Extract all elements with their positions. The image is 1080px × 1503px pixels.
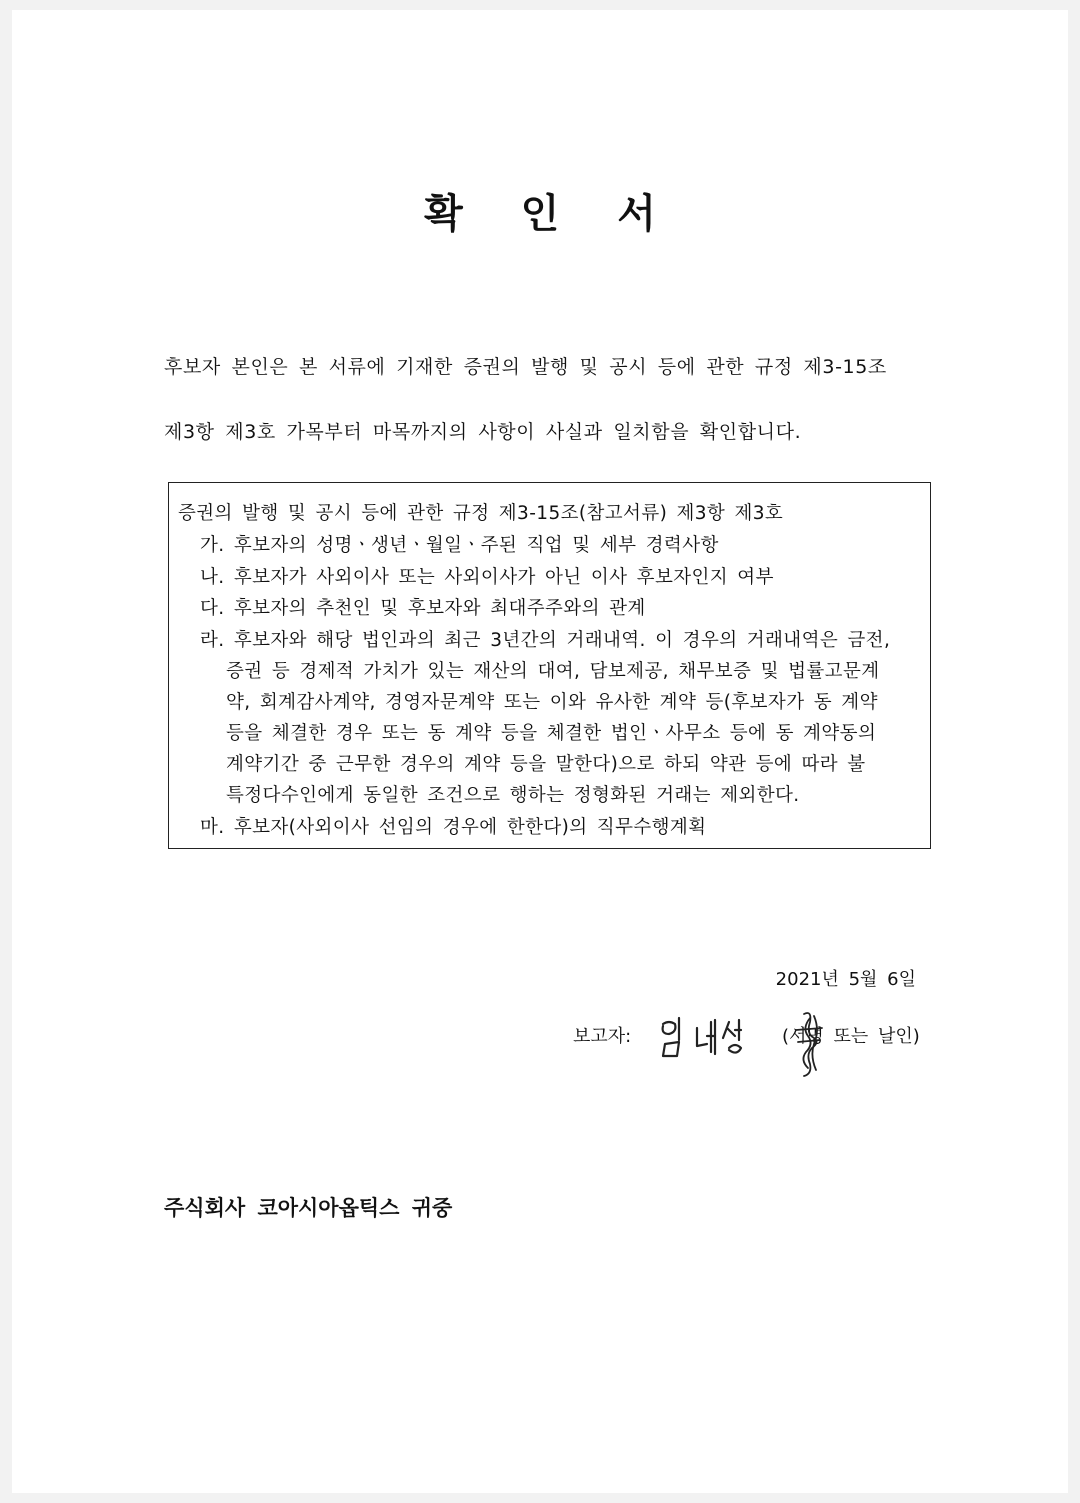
list-item-ga: 가. 후보자의 성명ㆍ생년ㆍ월일ㆍ주된 직업 및 세부 경력사항 (200, 535, 719, 556)
list-item-ra-continuation: 특정다수인에게 동일한 조건으로 행하는 정형화된 거래는 제외한다. (226, 785, 800, 806)
list-item-na: 나. 후보자가 사외이사 또는 사외이사가 아닌 이사 후보자인지 여부 (200, 567, 774, 588)
list-item-da: 다. 후보자의 추천인 및 후보자와 최대주주와의 관계 (200, 598, 646, 619)
addressee: 주식회사 코아시아옵틱스 귀중 (164, 1196, 453, 1220)
regulation-box (168, 482, 931, 849)
intro-line-1: 후보자 본인은 본 서류에 기재한 증권의 발행 및 공시 등에 관한 규정 제3-15조 (164, 356, 887, 378)
list-item-ma: 마. 후보자(사외이사 선임의 경우에 한한다)의 직무수행계획 (200, 817, 707, 838)
document-title: 확 인 서 (424, 191, 678, 237)
list-item-ra-continuation: 증권 등 경제적 가치가 있는 재산의 대여, 담보제공, 채무보증 및 법률고문계 (226, 661, 880, 682)
intro-line-2: 제3항 제3호 가목부터 마목까지의 사항이 사실과 일치함을 확인합니다. (164, 421, 802, 443)
document-date: 2021년 5월 6일 (775, 969, 916, 990)
reporter-label: 보고자: (573, 1026, 632, 1047)
list-item-ra-continuation: 등을 체결한 경우 또는 동 계약 등을 체결한 법인ㆍ사무소 등에 동 계약동의 (226, 723, 877, 744)
signature-note: (서명 또는 날인) (782, 1026, 920, 1047)
list-item-ra-continuation: 계약기간 중 근무한 경우의 계약 등을 말한다)으로 하되 약관 등에 따라 불 (226, 754, 866, 775)
list-item-ra: 라. 후보자와 해당 법인과의 최근 3년간의 거래내역. 이 경우의 거래내역은 금전, (200, 630, 891, 651)
handwritten-name-signature (655, 1012, 755, 1062)
list-item-ra-continuation: 약, 회계감사계약, 경영자문계약 또는 이와 유사한 계약 등(후보자가 동 계약 (226, 692, 878, 713)
seal-scribble-signature (790, 1008, 830, 1080)
regulation-heading: 증권의 발행 및 공시 등에 관한 규정 제3-15조(참고서류) 제3항 제3호 (178, 503, 784, 524)
